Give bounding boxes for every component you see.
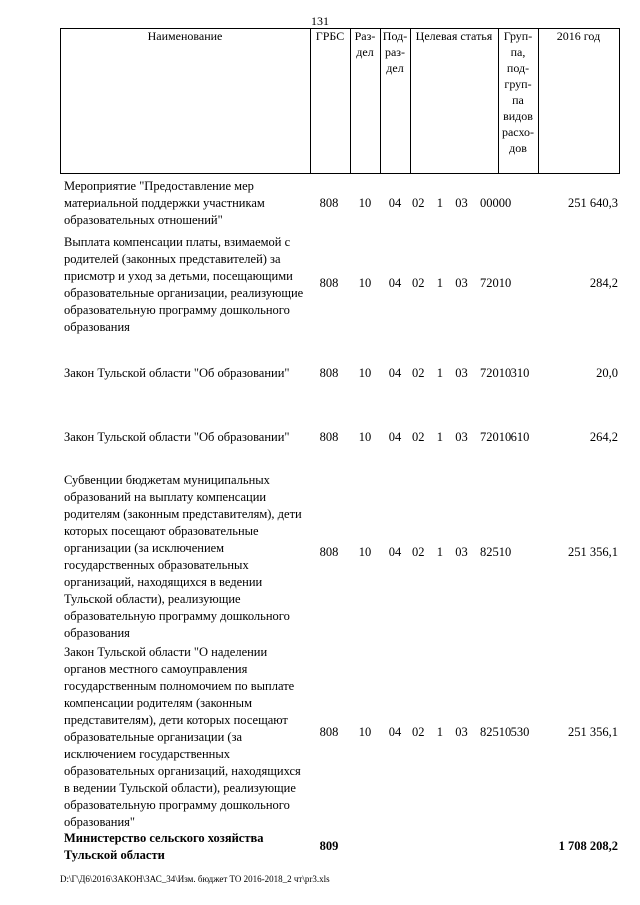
- row-target: 02 1 03 72010: [412, 430, 512, 444]
- row-podrazdel: 04: [388, 430, 402, 444]
- header-bottom-border: [60, 173, 620, 174]
- header-year: 2016 год: [556, 29, 601, 43]
- header-grbs: ГРБС: [315, 29, 345, 43]
- row-razdel: 10: [358, 366, 372, 380]
- row-target: 02 1 03 00000: [412, 196, 512, 210]
- col-divider: [538, 28, 539, 173]
- row-grbs: 808: [319, 545, 339, 559]
- row-group: 530: [510, 725, 530, 739]
- row-name: Закон Тульской области "Об образовании": [64, 366, 290, 380]
- header-name: Наименование: [147, 29, 223, 43]
- row-razdel: 10: [358, 196, 372, 210]
- row-grbs: 809: [319, 839, 339, 853]
- row-razdel: 10: [358, 430, 372, 444]
- col-divider: [410, 28, 411, 173]
- row-name: Субвенции бюджетам муниципальных образований на выплату компенсации родителям (законным представителям), дети которых посещают образовательные организации (за исключением государственных образовательных организаций, находящихся в ведении Тульской области), реализующие образовательную программу дошкольного образования: [64, 473, 302, 640]
- col-divider: [619, 28, 620, 173]
- row-amount: 20,0: [596, 366, 618, 380]
- row-grbs: 808: [319, 725, 339, 739]
- row-grbs: 808: [319, 276, 339, 290]
- row-name: Министерство сельского хозяйства Тульской области: [64, 831, 264, 862]
- row-podrazdel: 04: [388, 366, 402, 380]
- row-amount: 251 640,3: [568, 196, 618, 210]
- row-name: Мероприятие "Предоставление мер материальной поддержки участникам образовательных отношений": [64, 179, 265, 227]
- header-group: Груп- па, под- груп- па видов расхо- дов: [501, 29, 535, 155]
- row-name: Закон Тульской области "Об образовании": [64, 430, 290, 444]
- row-amount: 264,2: [589, 430, 618, 444]
- row-target: 02 1 03 82510: [412, 725, 512, 739]
- row-amount: 1 708 208,2: [558, 839, 618, 853]
- row-podrazdel: 04: [388, 196, 402, 210]
- row-podrazdel: 04: [388, 545, 402, 559]
- header-razdel: Раз- дел: [354, 29, 376, 59]
- row-podrazdel: 04: [388, 725, 402, 739]
- row-razdel: 10: [358, 545, 372, 559]
- row-name: Закон Тульской области "О наделении органов местного самоуправления государственным полномочием по выплате компенсации родителям (законным представителям), дети которых посещают образовательные организации (за исключением государственных образовательных организаций, находящихся в ведении Тульской области), реализующие образовательную программу дошкольного образования": [64, 645, 301, 829]
- row-amount: 251 356,1: [568, 725, 618, 739]
- row-amount: 251 356,1: [568, 545, 618, 559]
- row-target: 02 1 03 72010: [412, 366, 512, 380]
- file-path-footer: D:\Г\Д6\2016\ЗАКОН\ЗАС_34\Изм. бюджет ТО 2016-2018_2 чт\pr3.xls: [60, 874, 330, 884]
- page-number: 131: [311, 14, 329, 28]
- row-razdel: 10: [358, 725, 372, 739]
- header-target: Целевая статья: [415, 29, 493, 43]
- row-name: Выплата компенсации платы, взимаемой с родителей (законных представителей) за присмотр и уход за детьми, посещающими образовательные организации, реализующие образовательную программу дошкольного образования: [64, 235, 304, 334]
- row-grbs: 808: [319, 430, 339, 444]
- col-divider: [310, 28, 311, 173]
- row-amount: 284,2: [589, 276, 618, 290]
- col-divider: [60, 28, 61, 173]
- budget-table: [60, 28, 620, 866]
- header-podrazdel: Под- раз- дел: [382, 29, 408, 75]
- row-grbs: 808: [319, 366, 339, 380]
- row-razdel: 10: [358, 276, 372, 290]
- row-target: 02 1 03 82510: [412, 545, 512, 559]
- row-grbs: 808: [319, 196, 339, 210]
- row-group: 310: [510, 366, 530, 380]
- row-podrazdel: 04: [388, 276, 402, 290]
- row-target: 02 1 03 72010: [412, 276, 512, 290]
- row-group: 610: [510, 430, 530, 444]
